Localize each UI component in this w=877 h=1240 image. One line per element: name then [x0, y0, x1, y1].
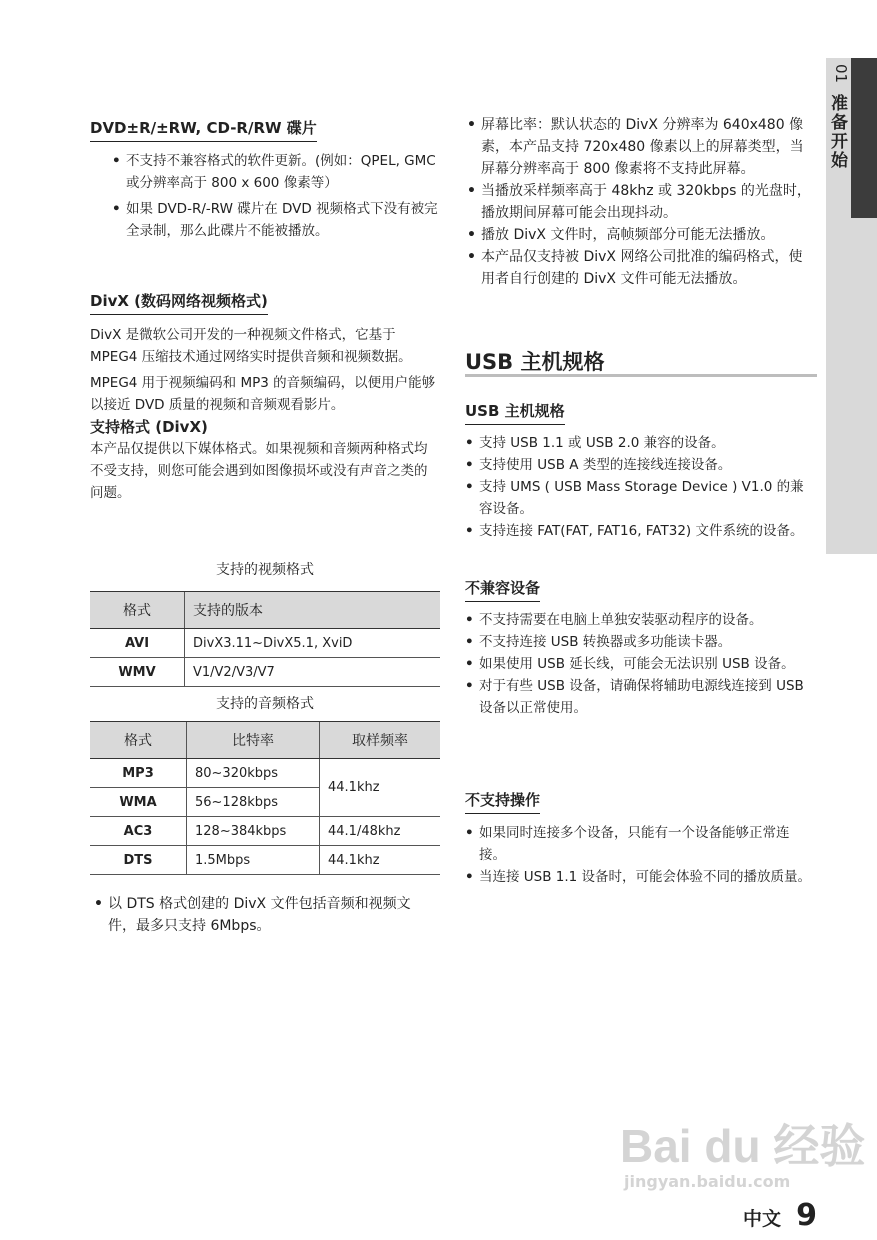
table-cell: DivX3.11~DivX5.1, XviD [185, 629, 441, 658]
table-cell: WMA [90, 788, 187, 817]
incompatible-title: 不兼容设备 [465, 577, 540, 602]
list-item: • 播放 DivX 文件时，高帧频部分可能无法播放。 [467, 224, 811, 246]
chapter-tab-accent [851, 58, 877, 218]
heading-rule [465, 374, 817, 377]
video-format-caption: 支持的视频格式 [216, 562, 314, 578]
support-format-paragraph: 本产品仅提供以下媒体格式。如果视频和音频两种格式均不受支持，则您可能会遇到如图像损坏或没有声音之类的问题。 [90, 441, 428, 501]
list-item: • 不支持需要在电脑上单独安装驱动程序的设备。 [465, 609, 815, 631]
table-header: 格式 [90, 592, 185, 629]
table-cell: 56~128kbps [187, 788, 320, 817]
list-item: • 支持 USB 1.1 或 USB 2.0 兼容的设备。 [465, 432, 815, 454]
usb-spec-list [465, 432, 815, 542]
watermark-brand: Bai du 经验 [620, 1120, 866, 1172]
list-item: • 支持连接 FAT(FAT, FAT16, FAT32) 文件系统的设备。 [465, 520, 815, 542]
table-header: 支持的版本 [185, 592, 441, 629]
watermark-url: jingyan.baidu.com [624, 1172, 791, 1191]
page-number: 9 [796, 1198, 817, 1233]
unsupported-title: 不支持操作 [465, 789, 540, 814]
table-row [90, 759, 440, 788]
table-header: 格式 [90, 722, 187, 759]
usb-heading: USB 主机规格 [465, 350, 605, 374]
list-item: • 如果同时连接多个设备，只能有一个设备能够正常连接。 [465, 822, 815, 866]
list-item: • 支持 UMS ( USB Mass Storage Device ) V1.0 的兼容设备。 [465, 476, 815, 520]
dvd-list [112, 150, 442, 242]
audio-format-table [90, 721, 440, 875]
usb-spec-title: USB 主机规格 [465, 400, 565, 425]
unsupported-list [465, 822, 815, 888]
table-row [90, 817, 440, 846]
video-format-table [90, 591, 440, 687]
table-row [90, 629, 440, 658]
dvd-section-title: DVD±R/±RW, CD-R/RW 碟片 [90, 117, 317, 142]
divx-paragraph-2: MPEG4 用于视频编码和 MP3 的音频编码，以便用户能够以接近 DVD 质量的视频和音频观看影片。 [90, 375, 436, 413]
list-item: • 支持使用 USB A 类型的连接线连接设备。 [465, 454, 815, 476]
table-row [90, 658, 440, 687]
divx-paragraph-1: DivX 是微软公司开发的一种视频文件格式，它基于 MPEG4 压缩技术通过网络实时提供音频和视频数据。 [90, 327, 412, 365]
page-language: 中文 [743, 1208, 782, 1230]
table-cell: 128~384kbps [187, 817, 320, 846]
list-item: • 以 DTS 格式创建的 DivX 文件包括音频和视频文件，最多只支持 6Mbps。 [94, 893, 438, 937]
dts-note [94, 893, 438, 937]
table-cell: DTS [90, 846, 187, 875]
list-item: • 如果 DVD-R/-RW 碟片在 DVD 视频格式下没有被完全录制，那么此碟片不能被播放。 [112, 198, 442, 242]
table-cell: 1.5Mbps [187, 846, 320, 875]
watermark [620, 1110, 865, 1191]
table-cell: 44.1khz [320, 759, 441, 817]
list-item: • 不支持不兼容格式的软件更新。(例如：QPEL, GMC 或分辨率高于 800 x 600 像素等） [112, 150, 442, 194]
audio-format-caption: 支持的音频格式 [216, 696, 314, 712]
table-cell: 80~320kbps [187, 759, 320, 788]
list-item: • 对于有些 USB 设备，请确保将辅助电源线连接到 USB 设备以正常使用。 [465, 675, 815, 719]
table-cell: 44.1/48khz [320, 817, 441, 846]
table-cell: WMV [90, 658, 185, 687]
support-format-title: 支持格式 (DivX) [90, 418, 208, 436]
table-cell: AVI [90, 629, 185, 658]
table-cell: MP3 [90, 759, 187, 788]
chapter-tab [826, 58, 877, 554]
table-cell: AC3 [90, 817, 187, 846]
divx-notes-list [467, 114, 811, 290]
divx-section-title: DivX (数码网络视频格式) [90, 290, 268, 315]
table-cell: V1/V2/V3/V7 [185, 658, 441, 687]
divx-text [90, 324, 440, 504]
table-row [90, 846, 440, 875]
table-header: 取样频率 [320, 722, 441, 759]
table-header: 比特率 [187, 722, 320, 759]
list-item: • 屏幕比率：默认状态的 DivX 分辨率为 640x480 像素，本产品支持 720x480 像素以上的屏幕类型，当屏幕分辨率高于 800 像素将不支持此屏幕。 [467, 114, 811, 180]
chapter-number: 01 [832, 64, 850, 84]
list-item: • 本产品仅支持被 DivX 网络公司批准的编码格式，使用者自行创建的 DivX 文件可能无法播放。 [467, 246, 811, 290]
table-cell: 44.1khz [320, 846, 441, 875]
list-item: • 如果使用 USB 延长线，可能会无法识别 USB 设备。 [465, 653, 815, 675]
chapter-title: 准备开始 [827, 94, 847, 170]
list-item: • 当播放采样频率高于 48khz 或 320kbps 的光盘时，播放期间屏幕可能会出现抖动。 [467, 180, 811, 224]
list-item: • 当连接 USB 1.1 设备时，可能会体验不同的播放质量。 [465, 866, 815, 888]
incompatible-list [465, 609, 815, 719]
list-item: • 不支持连接 USB 转换器或多功能读卡器。 [465, 631, 815, 653]
